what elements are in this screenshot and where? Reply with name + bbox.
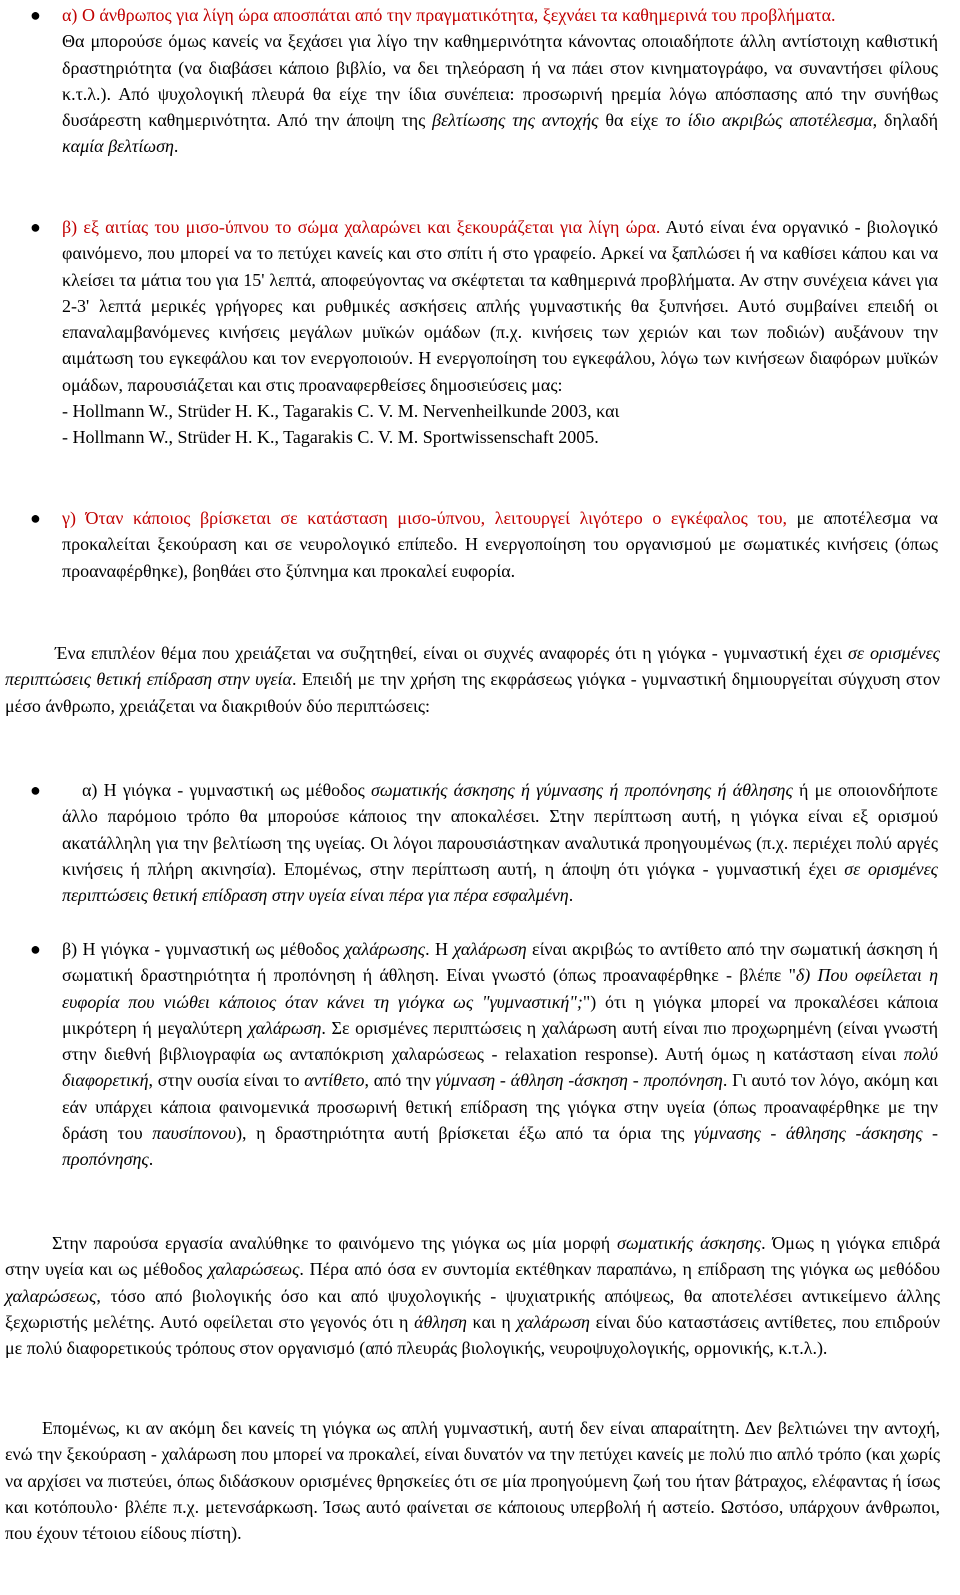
italic-run: βελτίωσης της αντοχής [432, 110, 599, 131]
italic-run: σωματικής άσκησης ή γύμνασης ή προπόνησης ή άθλησης [371, 780, 793, 800]
italic-run: άθληση [414, 1311, 467, 1332]
italic-run: γύμνασης - άθλησης -άσκησης - προπόνησης [62, 1123, 938, 1170]
text-run: . Πέρα από όσα εν συντομία εκτέθηκαν παραπάνω, η επίδραση της γιόγκα ως μεθόδου [299, 1259, 940, 1280]
paragraph-2 [5, 1230, 940, 1361]
paragraph-2-text [5, 1230, 940, 1361]
item-beta-body [62, 214, 938, 398]
item-gamma-lead: Όταν κάποιος βρίσκεται σε κατάσταση μισο-ύπνου, λειτουργεί λιγότερο ο εγκέφαλος του, [75, 508, 787, 528]
bullet-alpha: ● [30, 5, 41, 25]
text-run: ή με οποιονδήποτε άλλο παρόμοιο τρόπο θα μπορούσε κάποιος την αποκαλέσει. Στην περίπτωση αυτή, η γιόγκα είναι εξ ορισμού ακατάλληλη για την βελτίωση της υγείας. Οι λόγοι παρουσιάστηκαν αναλυτικά προηγουμένως (π.χ. περιέχει πολύ αργές κινήσεις ή πλήρη ακινησία). Επομένως, στην περίπτωση αυτή, η άποψη ότι γιόγκα - γυμναστική έχει [62, 780, 938, 879]
italic-run: χαλάρωση [453, 939, 527, 959]
paragraph-3 [5, 1415, 940, 1546]
bullet-2-alpha: ● [30, 780, 41, 800]
italic-run: το ίδιο ακριβώς αποτέλεσμα [665, 110, 873, 131]
text-run: Θα μπορούσε όμως κανείς να ξεχάσει για λίγο την καθημερινότητα κάνοντας οποιαδήποτε άλλη αντίστοιχη καθιστική δραστηριότητα (να διαβάσει κάποιο βιβλίο, να δει τηλεόραση ή να πάει στον κινηματογράφο, να συναντήσει φίλους κ.τ.λ.). Από ψυχολογική πλευρά θα είχε την ίδια συνέπεια: προσωρινή ηρεμία λόγω απόσπασης από την συνήθως δυσάρεστη καθημερινότητα. Από την άποψη της [62, 31, 938, 131]
text-run: . Επειδή με την χρήση της εκφράσεως γιόγκα - γυμναστική δημιουργείται σύγχυση στον μέσο άνθρωπο, χρειάζεται να διακριθούν δύο περιπτώσεις: [5, 669, 941, 716]
text-run: . Σε ορισμένες περιπτώσεις η χαλάρωση αυτή είναι πιο προχωρημένη (είναι γνωστή στην διεθνή βιβλιογραφία ως ανταπόκριση χαλαρώσεως - relaxation response). Αυτή όμως η κατάσταση είναι [62, 1017, 938, 1065]
item-alpha-text: Ο άνθρωπος για λίγη ώρα αποσπάται από την πραγματικότητα, ξεχνάει τα καθημερινά του προβλήματα. [81, 5, 836, 25]
case-beta [62, 936, 938, 1173]
item-gamma [62, 505, 938, 584]
italic-run: σωματικής άσκησης [616, 1233, 762, 1253]
text-run: ), η δραστηριότητα αυτή βρίσκεται έξω από τα όρια της [236, 1123, 694, 1144]
italic-run: αντίθετο [304, 1070, 365, 1091]
text-run: . Η [425, 939, 454, 959]
case-alpha-text [62, 777, 938, 908]
item-gamma-body [62, 505, 938, 584]
italic-run: σε ορισμένες περιπτώσεις θετική επίδραση στην υγεία είναι πέρα για πέρα εσφαλμένη [62, 858, 938, 906]
case-alpha [62, 777, 938, 908]
text-run: , από την [364, 1070, 436, 1091]
paragraph-1-text [5, 640, 940, 719]
bullet-gamma: ● [30, 508, 41, 528]
italic-run: γύμναση - άθληση -άσκηση - προπόνηση [435, 1070, 723, 1091]
italic-run: χαλαρώσεως [5, 1285, 97, 1306]
text-run: είναι ακριβώς το αντίθετο από την σωματική άσκηση ή σωματική δραστηριότητα ή προπόνηση ή άθληση. Είναι γνωστό (όπως προαναφέρθηκε - βλέπε " [62, 939, 938, 986]
text-run: β) Η γιόγκα - γυμναστική ως μέθοδος [62, 939, 345, 959]
text-run: ") ότι η γιόγκα μπορεί να προκαλέσει κάποια μικρότερη ή μεγαλύτερη [62, 991, 938, 1038]
case-beta-text [62, 936, 938, 1173]
text-run: Αυτό είναι ένα οργανικό - βιολογικό φαινόμενο, που μπορεί να το πετύχει κανείς και στο σπίτι ή στο γραφείο. Αρκεί να ξαπλώσει ή να καθίσει κάπου και να κλείσει τα μάτια του για 15' λεπτά, αποφεύγοντας να σκέφτεται τα καθημερινά προβλήματα. Αν στην συνέχεια κάνει για 2-3' λεπτά μερικές γρήγορες και ρυθμικές ασκήσεις απλής γυμναστικής θα ξυπνήσει. Αυτό συμβαίνει επειδή οι επαναλαμβανόμενες κινήσεις μεγάλων μυϊκών ομάδων (π.χ. κινήσεις των χεριών και των ποδιών) αυξάνουν την αιμάτωση του εγκεφάλου και τον ενεργοποιούν. Η ενεργοποίηση του εγκεφάλου, λόγω των κινήσεων διαφόρων μυϊκών ομάδων, παρουσιάζεται και στις προαναφερθείσες δημοσιεύσεις μας: [62, 217, 938, 395]
text-run: είναι δύο καταστάσεις αντίθετες, που επιδρούν με πολύ διαφορετικούς τρόπους στον οργανισμό (από πλευράς βιολογικής, νευροψυχολογικής, ορμονικής, κ.τ.λ.). [5, 1311, 940, 1359]
text-run: . Όμως η γιόγκα επιδρά στην υγεία και ως μέθοδος [5, 1233, 941, 1280]
paragraph-3-text: Επομένως, κι αν ακόμη δει κανείς τη γιόγκα ως απλή γυμναστική, αυτή δεν είναι απαραίτητη. Δεν βελτιώνει την αντοχή, ενώ την ξεκούραση - χαλάρωση που μπορεί να προκαλεί, είναι δυνατόν να την πετύχει κανείς με πολύ πιο απλό τρόπο (και χωρίς να αρχίσει να πιστεύει, όπως διδάσκουν ορισμένες θρησκείες ότι σε μία προηγούμενη ζωή του ήταν βάτραχος, ελέφαντας ή ίσως και κοτόπουλο· βλέπε π.χ. μετενσάρκωση. Ίσως αυτό φαίνεται σε κάποιους υπερβολή ή αστείο. Ωστόσο, υπάρχουν άνθρωποι, που έχουν τέτοιου είδους πίστη). [5, 1418, 940, 1544]
text-run: α) Η γιόγκα - γυμναστική ως μέθοδος [82, 780, 372, 800]
text-run: . [568, 885, 574, 906]
italic-run: παυσίπονου [152, 1123, 237, 1144]
reference-2: - Hollmann W., Strüder H. K., Tagarakis C. V. M. Sportwissenschaft 2005. [62, 427, 599, 448]
italic-run: χαλάρωση [248, 1017, 322, 1038]
item-beta-lead: εξ αιτίας του μισο-ύπνου το σώμα χαλαρώνει και ξεκουράζεται για λίγη ώρα. [77, 217, 661, 237]
item-gamma-marker: γ) [62, 508, 76, 528]
italic-run: σε ορισμένες περιπτώσεις θετική επίδραση στην υγεία [5, 643, 940, 690]
item-alpha-body [62, 28, 938, 159]
italic-run: χαλάρωσης [344, 939, 426, 959]
text-run: , στην ουσία είναι το [148, 1070, 305, 1091]
text-run: . Γι αυτό τον λόγο, ακόμη και εάν υπάρχει κάποια φαινομενικά προσωρινή θετική επίδραση της γιόγκα στην υγεία (όπως προαναφέρθηκε με την δράση του [62, 1070, 938, 1144]
item-alpha-lead [62, 2, 938, 28]
italic-run: δ) Που οφείλεται η ευφορία που νιώθει κάποιος όταν κάνει τη γιόγκα ως "γυμναστική"; [62, 965, 938, 1012]
text-run: θα είχε [598, 110, 666, 131]
text-run: με αποτέλεσμα να προκαλείται ξεκούραση και σε νευρολογικό επίπεδο. Η ενεργοποίηση του οργανισμού με σωματικές κινήσεις (όπως προαναφέρθηκε), βοηθάει στο ξύπνημα και προκαλεί ευφορία. [62, 508, 938, 581]
italic-run: πολύ διαφορετική [62, 1044, 938, 1091]
text-run: , δηλαδή [872, 110, 938, 131]
item-alpha-marker: α) [62, 5, 78, 25]
item-beta-marker: β) [62, 217, 78, 237]
text-run: Ένα επιπλέον θέμα που χρειάζεται να συζητηθεί, είναι οι συχνές αναφορές ότι η γιόγκα - γυμναστική έχει [55, 643, 848, 663]
reference-1: - Hollmann W., Strüder H. K., Tagarakis C. V. M. Nervenheilkunde 2003, και [62, 401, 620, 422]
text-run: Στην παρούσα εργασία αναλύθηκε το φαινόμενο της γιόγκα ως μία μορφή [52, 1233, 617, 1253]
item-beta [62, 214, 938, 451]
italic-run: καμία βελτίωση [62, 136, 174, 157]
text-run: . [173, 136, 179, 157]
bullet-beta: ● [30, 217, 41, 237]
paragraph-1 [5, 640, 940, 719]
text-run: , τόσο από βιολογικής όσο και από ψυχολογικής - ψυχιατρικής απόψεως, θα αποτελέσει αντικείμενο άλλης ξεχωριστής μελέτης. Αυτό οφείλεται στο γεγονός ότι η [5, 1285, 940, 1332]
item-alpha [62, 2, 938, 160]
text-run: . [148, 1149, 154, 1170]
text-run: και η [466, 1311, 517, 1332]
italic-run: χαλαρώσεως [207, 1259, 300, 1280]
italic-run: χαλάρωση [516, 1311, 590, 1332]
bullet-2-beta: ● [30, 939, 41, 959]
